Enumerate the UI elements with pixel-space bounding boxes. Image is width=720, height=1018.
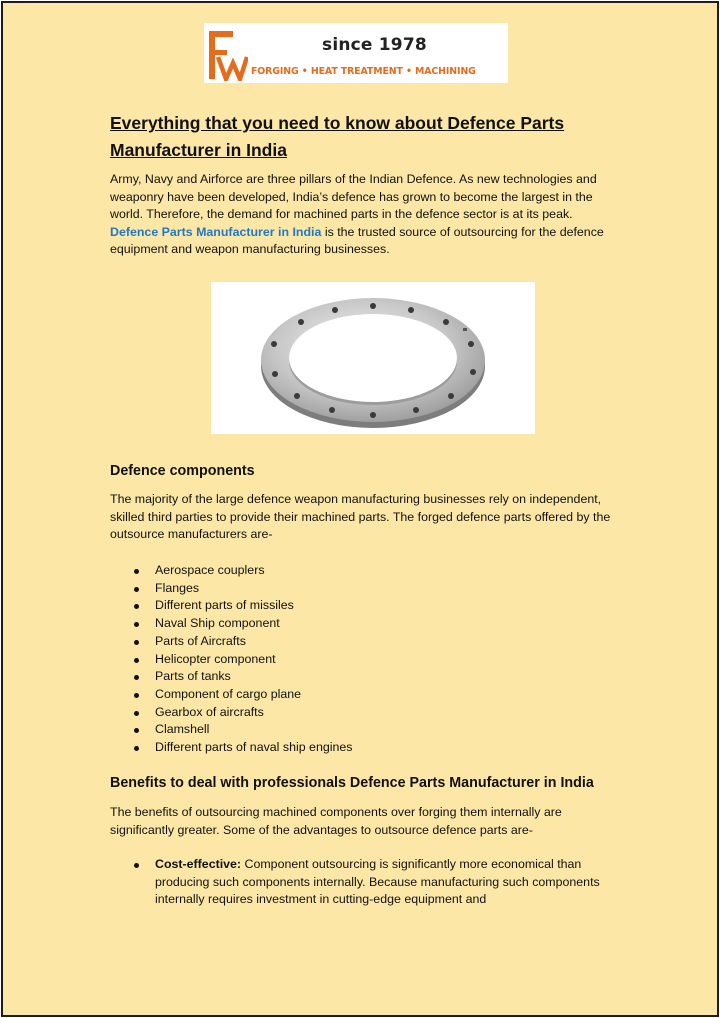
section-heading-benefits: Benefits to deal with professionals Defence Parts Manufacturer in India: [110, 775, 594, 791]
benefits-list: [110, 856, 620, 909]
intro-text-start: Army, Navy and Airforce are three pillars of the Indian Defence. As new technologies and weaponry have been developed, India’s defence has grown to become the largest in the world. Therefore, the demand for machined parts in the defence sector is at its peak.: [110, 172, 597, 222]
list-item: Flanges: [110, 580, 352, 598]
benefits-paragraph: The benefits of outsourcing machined components over forging them internally are significantly greater. Some of the advantages to outsource defence parts are-: [110, 805, 562, 837]
defence-parts-link[interactable]: Defence Parts Manufacturer in India: [110, 224, 322, 239]
company-logo: [204, 23, 508, 83]
logo-since-text: since 1978: [322, 35, 427, 55]
list-item: Helicopter component: [110, 651, 352, 669]
list-item: Clamshell: [110, 721, 352, 739]
list-item: Component of cargo plane: [110, 686, 352, 704]
list-item: Naval Ship component: [110, 615, 352, 633]
list-item: Different parts of naval ship engines: [110, 739, 352, 757]
parts-list: [110, 562, 352, 757]
logo-tagline: FORGING • HEAT TREATMENT • MACHINING: [251, 66, 476, 77]
list-item: Aerospace couplers: [110, 562, 352, 580]
intro-paragraph: [110, 171, 622, 259]
article-title: Everything that you need to know about Defence Parts Manufacturer in India: [110, 113, 565, 160]
benefit-text: Component outsourcing is significantly more economical than producing such components internally. Because manufacturing such components internally requires investment in cutting-edge equipment and: [155, 857, 600, 907]
list-item: Different parts of missiles: [110, 597, 352, 615]
benefit-label: Cost-effective:: [155, 857, 242, 871]
components-paragraph: The majority of the large defence weapon manufacturing businesses rely on independent, skilled third parties to provide their machined parts. The forged defence parts offered by the outsource manufacturers are-: [110, 492, 611, 542]
intro-text-end: is the trusted source of outsourcing for the defence equipment and weapon manufacturing businesses.: [110, 224, 604, 257]
list-item: Parts of Aircrafts: [110, 633, 352, 651]
fw-logo-mark: [206, 27, 248, 81]
flange-ring-image: [211, 282, 535, 434]
list-item: Gearbox of aircrafts: [110, 704, 352, 722]
list-item: Parts of tanks: [110, 668, 352, 686]
list-item: [110, 856, 620, 909]
document-page: [1, 1, 719, 1017]
section-heading-components: Defence components: [110, 463, 255, 479]
